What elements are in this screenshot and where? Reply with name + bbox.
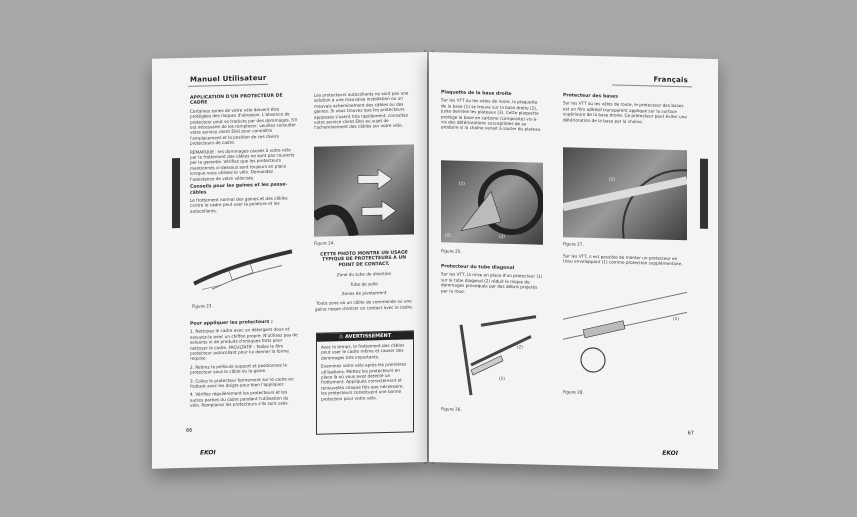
photo-notes	[314, 250, 414, 315]
section-title: Protecteur du tube diagonal	[441, 264, 515, 272]
figure-25-label: (3)	[499, 233, 505, 239]
section-title: Protecteur des bases	[563, 93, 618, 100]
warning-paragraph: Avec le temps, le frottement des câbles peut user le cadre même et causer des dommages très importants.	[321, 342, 405, 361]
header-rule	[612, 84, 692, 87]
paragraph: Le frottement normal des gaines et des câbles contre le cadre peut user la peinture et les autocollants.	[190, 195, 288, 214]
subsection-title: Conseils pour les gaines et les passe-câbles	[190, 182, 288, 196]
header-rule	[188, 84, 268, 87]
figure-26-label: (1)	[499, 375, 505, 381]
paragraph: Toute zone où un câble de commande ou une gaine risque d'entrer en contact avec le cadre.	[314, 298, 414, 312]
photo-title: CETTE PHOTO MONTRE UN USAGE TYPIQUE DE PROTECTEURS À UN POINT DE CONTACT.	[320, 250, 408, 268]
section-tab	[172, 158, 180, 228]
left-page	[152, 52, 427, 469]
figure-25-label: (2)	[445, 232, 451, 238]
left-page-header: Manuel Utilisateur	[190, 73, 267, 84]
paragraph: Les protecteurs autocollants ne sont pas une solution à une mauvaise installation ou un mauvais acheminement des câbles ou des gaines. Si vous trouvez que les protecteurs appposés s'usent très rapidement, consultez votre service client Ekoi au sujet de l'acheminement des câbles sur votre vélo.	[314, 90, 409, 131]
brand-logo: EKOI	[662, 449, 678, 458]
zone-3: Zones de pivotement	[341, 290, 387, 297]
figure-25-photo	[441, 160, 543, 244]
steps-title: Pour appliquer les protecteurs :	[190, 319, 273, 327]
warning-title-text: AVERTISSEMENT	[345, 332, 392, 341]
right-column-2-b	[563, 253, 687, 270]
figure-27-label: (1)	[609, 176, 615, 182]
frame-contact-photo	[314, 144, 414, 236]
warning-body	[317, 339, 413, 407]
zone-1: Zone du tube de direction	[336, 271, 392, 278]
figure-28-label: (1)	[673, 315, 679, 322]
section-tab	[700, 159, 708, 229]
figure-24-photo	[314, 144, 414, 236]
figure-25-caption: Figure 25.	[441, 248, 462, 254]
cable-guide-illustration	[192, 243, 296, 296]
zone-2: Tube de selle	[350, 280, 378, 287]
left-column-1	[190, 93, 298, 217]
brand-logo: EKOI	[200, 449, 216, 457]
warning-box	[316, 330, 414, 434]
left-column-2	[314, 90, 414, 133]
remark-paragraph: REMARQUE : les dommages causés à votre vélo par le frottement des câbles ne sont pas couverts par la garantie. Vérifiez que les protecteurs mentionnés ci-dessous sont toujours en place lorsque vous utilisez le vélo. Demandez l'assistance de votre vélociste.	[190, 146, 295, 182]
figure-23-drawing	[192, 243, 296, 296]
warning-icon: ⚠	[338, 334, 346, 341]
paragraph: Sur les VTT, la mise en place d'un protecteur (1) sur le tube diagonal (2) réduit le risque de dommages provoqués par des débris projetés par la roue.	[441, 271, 543, 294]
downtube-guard-illustration	[441, 304, 543, 401]
figure-28-caption: Figure 28.	[563, 389, 584, 395]
section-title: APPLICATION D'UN PROTECTEUR DE CADRE	[190, 93, 283, 107]
figure-27-photo	[563, 147, 687, 240]
chainstay-film-photo	[563, 147, 687, 240]
paragraph: Sur les VTT ou les vélos de route, le protecteur des bases est un film adhésif transparent appliqué sur la surface supérieure de la base droite. Ce protecteur peut éviter une détérioration de la base par la chaîne.	[563, 100, 687, 124]
figure-26-drawing	[441, 304, 543, 401]
right-column-1-b	[441, 264, 543, 299]
right-column-1	[441, 90, 543, 135]
figure-27-caption: Figure 27.	[563, 241, 584, 247]
figure-26-label: (2)	[517, 344, 523, 350]
chainstay-plate-photo	[441, 160, 543, 244]
step-3: 3. Collez le protecteur fermement sur le cadre en frottant avec les doigts pour bien l'appliquer.	[190, 375, 294, 389]
figure-28-drawing	[563, 279, 687, 382]
figure-24-caption: Figure 24.	[314, 240, 335, 246]
paragraph: Sur les VTT ou les vélos de route, la plaquette de la base (1) se trouve sur la base droite (2), juste derrière les plateaux (3). Cette plaquette protège la base en carbone (composite) vis-à-vis des détériorations susceptibles de se produire si la chaîne venait à sauter du plateau.	[441, 97, 542, 133]
paragraph: Sur les VTT, il est possible de monter un protecteur en tissu enveloppant (1) comme protection supplémentaire.	[563, 253, 683, 267]
figure-25-label: (1)	[459, 180, 465, 186]
left-steps	[190, 319, 298, 411]
figure-26-caption: Figure 26.	[441, 406, 462, 412]
step-1: 1. Nettoyez le cadre avec un détergent doux et essuyez-le avec un chiffon propre. N'utilisez pas de solvants ni de produits chimiques forts pour nettoyer le cadre. FACULTATIF : Taillez le film protecteur autocollant pour lui donner la forme requise.	[190, 326, 298, 362]
right-page-header: Français	[653, 75, 688, 85]
warning-paragraph: Examinez votre vélo après les premières utilisations. Mettez les protecteurs en place là où vous avez détecté un frottement. Appliqués correctement et renouvelés chaque fois que nécessaire, les protecteurs constituent une bonne protection pour votre vélo.	[321, 361, 407, 402]
right-column-2	[563, 93, 687, 128]
page-number: 66	[186, 427, 193, 434]
step-2: 2. Retirez la pellicule support et positionnez le protecteur sous le câble ou la gaine.	[190, 362, 288, 376]
section-title: Plaquette de la base droite	[441, 90, 512, 98]
step-4: 4. Vérifiez régulièrement les protecteurs et les autres parties du cadre pendant l'utilisation du vélo. Remplacez les protecteurs s'ils sont usés.	[190, 389, 289, 409]
page-number: 67	[687, 430, 694, 437]
right-page	[429, 52, 718, 469]
wrap-guard-illustration	[563, 279, 687, 382]
figure-23-caption: Figure 23.	[192, 303, 213, 309]
paragraph: Certaines zones de votre vélo doivent être protégées des risques d'abrasion. L'absence de protecteur peut se traduire par des dommages. S'il est nécessaire de les remplacer, veuillez consulter votre service client Ekoi pour connaître l'emplacement et la position de ces divers protecteurs de cadre.	[190, 106, 298, 147]
